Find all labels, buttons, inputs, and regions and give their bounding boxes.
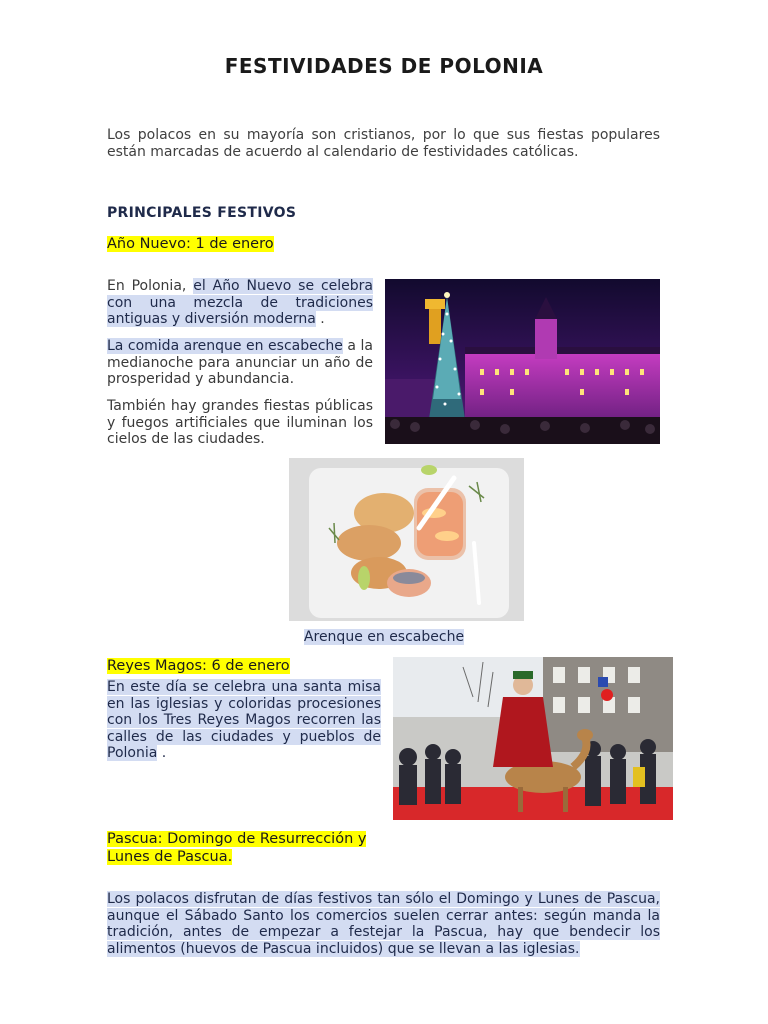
heading-reyes-magos: [107, 657, 290, 675]
ano-nuevo-p2-highlight: La comida arenque en escabeche: [107, 338, 343, 354]
ano-nuevo-p1-prefix: En Polonia,: [107, 278, 194, 294]
parade-illustration: [393, 657, 673, 820]
reyes-magos-body-suffix: .: [157, 745, 167, 761]
pascua-body-text: Los polacos disfrutan de días festivos tan sólo el Domingo y Lunes de Pascua, aunque el Sábado Santo los comercios suelen cerrar antes: según manda la tradición, antes de empezar a festejar la Pascua, hay que bendecir los alimentos (huevos de Pascua incluidos) que se llevan a las iglesias.: [107, 891, 660, 957]
pascua-paragraph: [107, 891, 660, 957]
castle-new-year-image: [385, 279, 660, 444]
ano-nuevo-p1-highlight: el Año Nuevo se celebra con una mezcla de tradiciones antiguas y diversión moderna: [107, 278, 374, 327]
reyes-magos-heading-text: Reyes Magos: 6 de enero: [107, 658, 290, 674]
castle-illustration: [385, 279, 660, 444]
herring-illustration: [289, 458, 524, 621]
ano-nuevo-paragraph-2: [107, 338, 373, 388]
page-title: FESTIVIDADES DE POLONIA: [224, 54, 544, 78]
herring-image-caption: [0, 629, 768, 645]
section-heading: PRINCIPALES FESTIVOS: [107, 205, 297, 221]
pickled-herring-image: [289, 458, 524, 621]
ano-nuevo-heading-text: Año Nuevo: 1 de enero: [107, 236, 274, 252]
intro-paragraph: Los polacos en su mayoría son cristianos, por lo que sus fiestas populares están marcadas de acuerdo al calendario de festividades católicas.: [107, 127, 660, 160]
heading-ano-nuevo: [107, 235, 274, 253]
ano-nuevo-p1-suffix: .: [315, 311, 325, 327]
reyes-magos-body-highlight: En este día se celebra una santa misa en las iglesias y coloridas procesiones con los Tres Reyes Magos recorren las calles de las ciudades y pueblos de Polonia: [107, 679, 381, 761]
heading-pascua: [107, 830, 387, 866]
reyes-magos-paragraph: [107, 679, 381, 762]
three-kings-parade-image: [393, 657, 673, 820]
ano-nuevo-paragraph-3: También hay grandes fiestas públicas y fuegos artificiales que iluminan los cielos de las ciudades.: [107, 398, 373, 447]
ano-nuevo-paragraph-1: [107, 278, 373, 328]
ano-nuevo-p2-suffix: a la medianoche para anunciar un año de prosperidad y abundancia.: [107, 338, 373, 387]
herring-caption-text: Arenque en escabeche: [303, 629, 465, 645]
pascua-heading-text: Pascua: Domingo de Resurrección y Lunes de Pascua.: [107, 831, 367, 865]
